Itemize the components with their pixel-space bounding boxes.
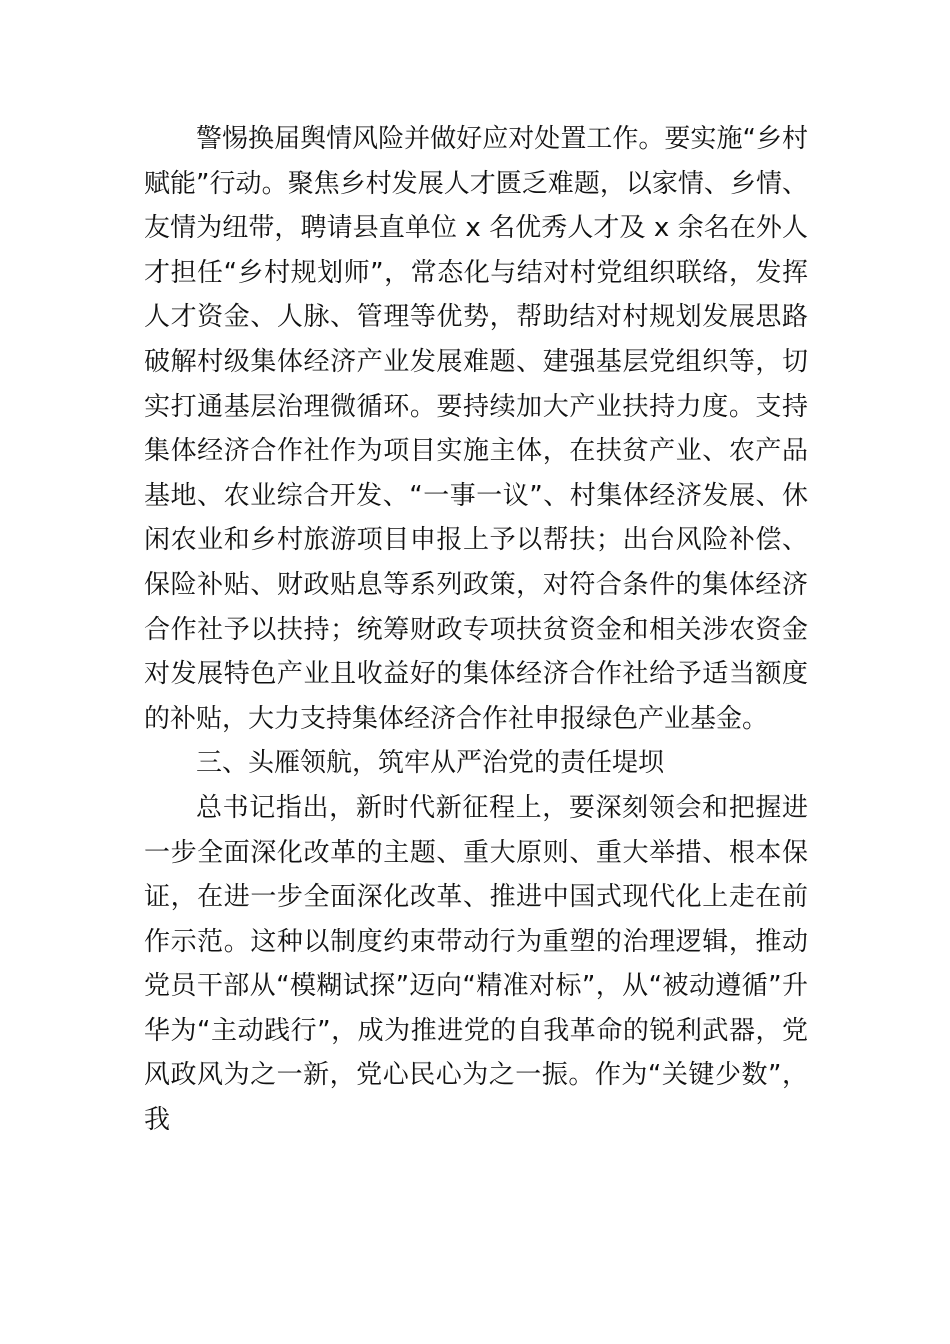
paragraph-line: 友情为纽带，聘请县直单位 x 名优秀人才及 x 余名在外人 [144,213,808,244]
paragraph-line: 一步全面深化改革的主题、重大原则、重大举措、根本保 [144,837,808,868]
paragraph-line: 华为“主动践行”，成为推进党的自我革命的锐利武器，党 [144,1015,808,1046]
paragraph-line: 基地、农业综合开发、“一事一议”、村集体经济发展、休 [144,480,808,511]
paragraph-line: 证，在进一步全面深化改革、推进中国式现代化上走在前 [144,882,808,913]
paragraph-line: 人才资金、人脉、管理等优势，帮助结对村规划发展思路 [144,302,808,333]
paragraph-line: 作示范。这种以制度约束带动行为重塑的治理逻辑，推动 [144,926,808,957]
paragraph-line: 闲农业和乡村旅游项目申报上予以帮扶；出台风险补偿、 [144,525,808,556]
paragraph-line: 对发展特色产业且收益好的集体经济合作社给予适当额度 [144,659,808,690]
paragraph-line: 风政风为之一新，党心民心为之一振。作为“关键少数”， [144,1060,808,1091]
paragraph-line: 的补贴，大力支持集体经济合作社申报绿色产业基金。 [144,703,769,734]
paragraph-line: 我 [144,1105,171,1136]
paragraph-line: 总书记指出，新时代新征程上，要深刻领会和把握进 [196,792,808,823]
paragraph-line: 合作社予以扶持；统筹财政专项扶贫资金和相关涉农资金 [144,614,808,645]
paragraph-line: 党员干部从“模糊试探”迈向“精准对标”，从“被动遵循”升 [144,971,808,1002]
paragraph-line: 赋能”行动。聚焦乡村发展人才匮乏难题，以家情、乡情、 [144,168,808,199]
paragraph-line: 警惕换届舆情风险并做好应对处置工作。要实施“乡村 [196,124,808,154]
paragraph-line: 才担任“乡村规划师”，常态化与结对村党组织联络，发挥 [144,257,808,288]
section-heading: 三、头雁领航，筑牢从严治党的责任堤坝 [196,748,665,779]
paragraph-line: 破解村级集体经济产业发展难题、建强基层党组织等，切 [144,346,808,377]
paragraph-line: 集体经济合作社作为项目实施主体，在扶贫产业、农产品 [144,436,808,467]
paragraph-line: 实打通基层治理微循环。要持续加大产业扶持力度。支持 [144,391,808,422]
paragraph-line: 保险补贴、财政贴息等系列政策，对符合条件的集体经济 [144,569,808,600]
document-body [144,117,808,1143]
